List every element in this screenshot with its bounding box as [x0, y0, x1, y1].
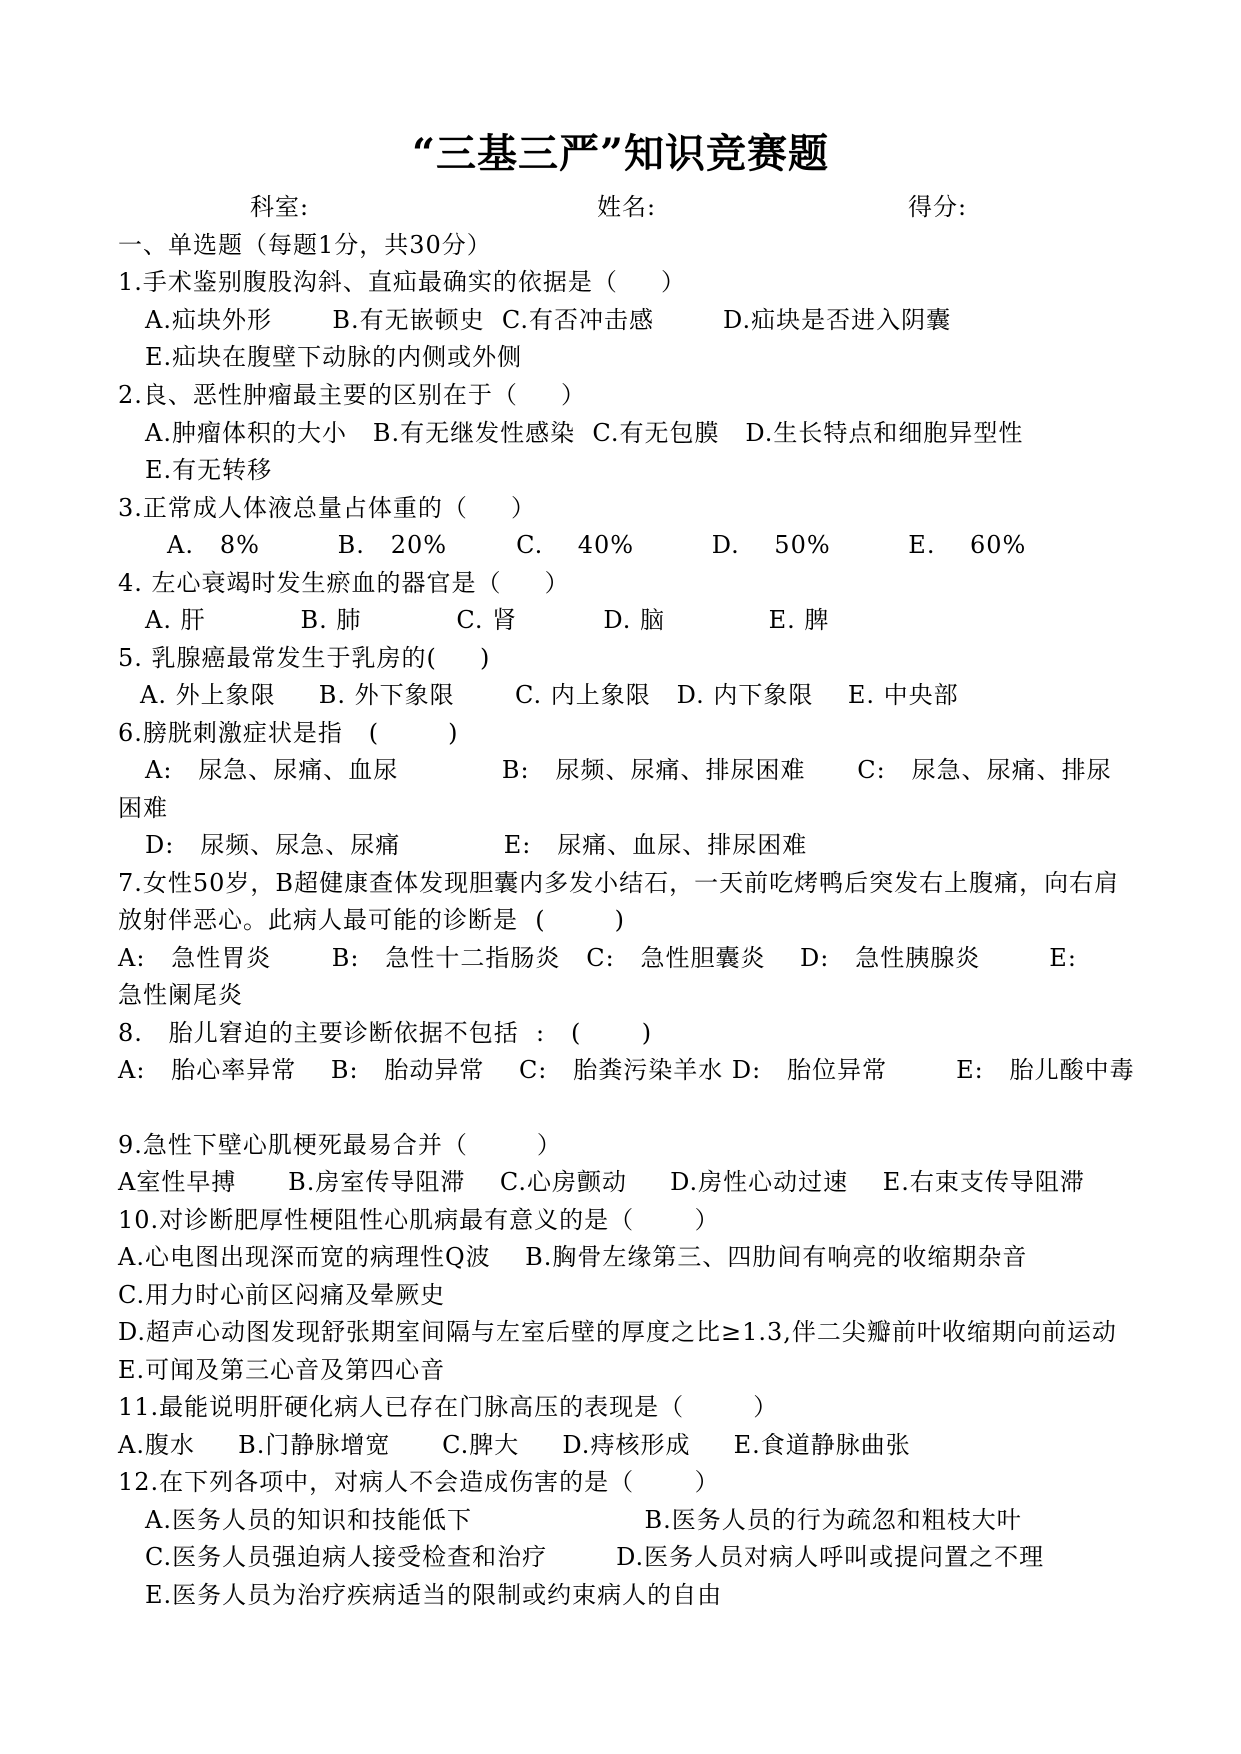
question-6-options-wrap: 困难 — [118, 794, 168, 822]
page-title: “三基三严”知识竞赛题 — [411, 130, 829, 177]
question-12-option-e: E.医务人员为治疗疾病适当的限制或约束病人的自由 — [145, 1581, 723, 1609]
question-8-options: A: 胎心率异常 B: 胎动异常 C: 胎粪污染羊水 D: 胎位异常 E: 胎儿酸中毒 — [118, 1056, 1135, 1084]
dept-label: 科室: — [250, 193, 310, 221]
question-1: 1.手术鉴别腹股沟斜、直疝最确实的依据是（ ） — [118, 268, 687, 296]
question-2: 2.良、恶性肿瘤最主要的区别在于（ ） — [118, 381, 587, 409]
question-2-options: A.肿瘤体积的大小 B.有无继发性感染 C.有无包膜 D.生长特点和细胞异型性 — [145, 419, 1024, 447]
question-4: 4. 左心衰竭时发生瘀血的器官是（ ） — [118, 569, 570, 597]
section-heading: 一、单选题（每题1分，共30分） — [118, 231, 492, 259]
question-10-options-ab: A.心电图出现深而宽的病理性Q波 B.胸骨左缘第三、四肋间有响亮的收缩期杂音 — [118, 1243, 1028, 1271]
question-1-option-e: E.疝块在腹壁下动脉的内侧或外侧 — [145, 343, 523, 371]
question-7-wrap: 放射伴恶心。此病人最可能的诊断是 ( ) — [118, 906, 626, 934]
question-6-options-2: D: 尿频、尿急、尿痛 E: 尿痛、血尿、排尿困难 — [145, 831, 808, 859]
question-7-options-wrap: 急性阑尾炎 — [118, 981, 243, 1009]
question-4-options: A. 肝 B. 肺 C. 肾 D. 脑 E. 脾 — [145, 606, 830, 634]
question-2-option-e: E.有无转移 — [145, 456, 273, 484]
question-12-options-ab: A.医务人员的知识和技能低下 B.医务人员的行为疏忽和粗枝大叶 — [145, 1506, 1022, 1534]
question-5: 5. 乳腺癌最常发生于乳房的( ) — [118, 644, 491, 672]
question-10: 10.对诊断肥厚性梗阻性心肌病最有意义的是（ ） — [118, 1206, 720, 1234]
question-12-options-cd: C.医务人员强迫病人接受检查和治疗 D.医务人员对病人呼叫或提问置之不理 — [145, 1543, 1045, 1571]
question-9-options: A室性早搏 B.房室传导阻滞 C.心房颤动 D.房性心动过速 E.右束支传导阻滞 — [118, 1168, 1085, 1196]
score-label: 得分: — [908, 193, 968, 221]
question-7-options: A: 急性胃炎 B: 急性十二指肠炎 C: 急性胆囊炎 D: 急性胰腺炎 E: — [118, 944, 1077, 972]
question-11: 11.最能说明肝硬化病人已存在门脉高压的表现是（ ） — [118, 1393, 779, 1421]
question-10-option-d: D.超声心动图发现舒张期室间隔与左室后壁的厚度之比≥1.3,伴二尖瓣前叶收缩期向前运动 — [118, 1318, 1117, 1346]
question-7: 7.女性50岁，B超健康查体发现胆囊内多发小结石，一天前吃烤鸭后突发右上腹痛，向右肩 — [118, 869, 1120, 897]
question-8: 8. 胎儿窘迫的主要诊断依据不包括 : ( ) — [118, 1019, 653, 1047]
question-6-options: A: 尿急、尿痛、血尿 B: 尿频、尿痛、排尿困难 C: 尿急、尿痛、排尿 — [145, 756, 1112, 784]
question-10-option-e: E.可闻及第三心音及第四心音 — [118, 1356, 446, 1384]
question-3: 3.正常成人体液总量占体重的（ ） — [118, 494, 537, 522]
question-12: 12.在下列各项中，对病人不会造成伤害的是（ ） — [118, 1468, 720, 1496]
question-11-options: A.腹水 B.门静脉增宽 C.脾大 D.痔核形成 E.食道静脉曲张 — [118, 1431, 911, 1459]
name-label: 姓名: — [597, 193, 657, 221]
question-1-options: A.疝块外形 B.有无嵌顿史 C.有否冲击感 D.疝块是否进入阴囊 — [145, 306, 952, 334]
question-9: 9.急性下壁心肌梗死最易合并（ ） — [118, 1131, 562, 1159]
question-10-option-c: C.用力时心前区闷痛及晕厥史 — [118, 1281, 446, 1309]
question-3-options: A. 8% B. 20% C. 40% D. 50% E. 60% — [167, 531, 1027, 559]
question-5-options: A. 外上象限 B. 外下象限 C. 内上象限 D. 内下象限 E. 中央部 — [140, 681, 959, 709]
question-6: 6.膀胱刺激症状是指 ( ) — [118, 719, 459, 747]
